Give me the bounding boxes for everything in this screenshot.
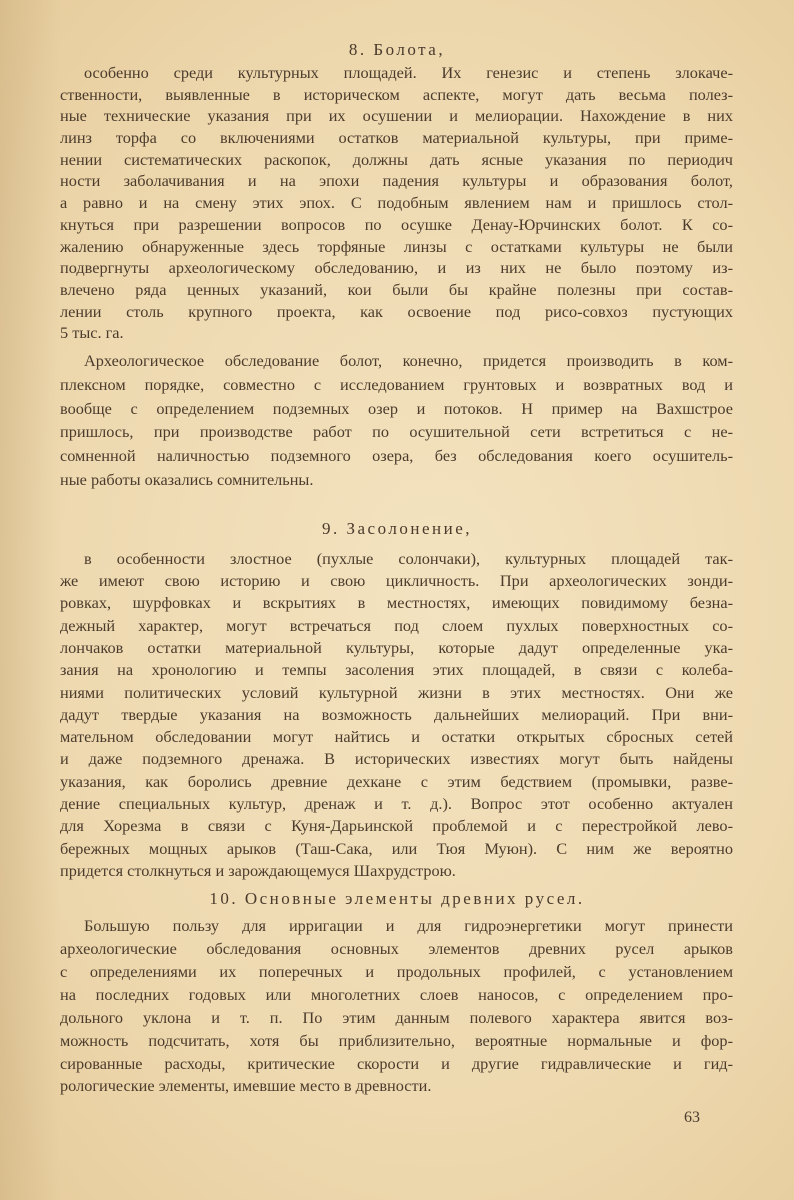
section-10-paragraph-1 [60, 915, 733, 1098]
text-line: сированные расходы, критические скорости и другие гидравлические и гид- [60, 1053, 733, 1073]
text-line: бережных мощных арыков (Таш-Сака, или Тюя Муюн). С ним же вероятно [60, 838, 733, 858]
page-body [0, 38, 794, 1098]
text-line: ные работы оказались сомнительны. [60, 469, 314, 489]
text-line: ровках, шурфовках и вскрытиях в местностях, имеющих повидимому безна- [60, 593, 733, 613]
text-line: вообще с определением подземных озер и потоков. Н пример на Вахшстрое [60, 398, 733, 418]
text-line: особенно среди культурных площадей. Их генезис и степень злокаче- [84, 63, 733, 82]
text-line: а равно и на смену этих эпох. С подобным явлением нам и пришлось стол- [60, 193, 733, 213]
text-line: Археологическое обследование болот, конечно, придется производить в ком- [84, 350, 733, 370]
section-9-paragraph-1 [60, 548, 733, 882]
text-line: сомненной наличностью подземного озера, без обследования коего осушитель- [60, 446, 733, 466]
text-line: Большую пользу для ирригации и для гидроэнергетики могут принести [84, 916, 733, 936]
text-line: лении столь крупного проекта, как освоение под рисо-совхоз пустующих [60, 301, 733, 321]
text-line: пришлось, при производстве работ по осушительной сети встретиться с не- [60, 422, 733, 442]
text-line: на последних годовых или многолетних слоев наносов, с определением про- [60, 984, 733, 1004]
text-line: с определениями их поперечных и продольных профилей, с установлением [60, 961, 733, 981]
section-heading-9: 9. Засолонение, [321, 518, 472, 538]
text-line: жалению обнаруженные здесь торфяные линзы с остатками культуры не были [60, 236, 733, 256]
text-line: ные технические указания при их осушении и мелиорации. Нахождение в них [60, 106, 733, 126]
text-line: придется столкнуться и зарождающемуся Шахрудстрою. [60, 860, 456, 880]
text-line: в особенности злостное (пухлые солончаки), культурных площадей так- [84, 548, 733, 568]
text-line: дадут твердые указания на возможность дальнейших мелиораций. При вни- [60, 704, 733, 724]
text-line: же имеют свою историю и свою цикличность. При археологических зонди- [60, 571, 733, 591]
text-line: лончаков остатки материальной культуры, которые дадут определенные ука- [60, 637, 733, 657]
text-line: археологические обследования основных элементов древних русел арыков [60, 939, 733, 959]
text-line: и даже подземного дренажа. В исторических известиях могут быть найдены [60, 749, 733, 769]
section-heading-10: 10. Основные элементы древних русел. [209, 889, 585, 909]
text-line: можность подсчитать, хотя бы приблизительно, вероятные нормальные и фор- [60, 1030, 733, 1050]
text-line: влечено ряда ценных указаний, кои были бы крайне полезны при состав- [60, 279, 733, 299]
text-line: ности заболачивания и на эпохи падения культуры и образования болот, [60, 171, 733, 191]
page-number: 63 [684, 1109, 700, 1126]
section-8-paragraph-1 [60, 62, 733, 344]
text-line: зания на хронологию и темпы засоления этих площадей, в связи с колеба- [60, 660, 733, 680]
text-line: указания, как боролись древние дехкане с этим бедствием (промывки, разве- [60, 771, 733, 791]
text-line: плексном порядке, совместно с исследованием грунтовых и возвратных вод и [60, 374, 733, 394]
text-line: подвергнуты археологическому обследованию, и из них не было поэтому из- [60, 258, 733, 278]
text-line: линз торфа со включениями остатков материальной культуры, при приме- [60, 128, 733, 148]
text-line: дение специальных культур, дренаж и т. д.). Вопрос этот особенно актуален [60, 793, 733, 813]
text-line: ственности, выявленные в историческом аспекте, могут дать весьма полез- [60, 84, 733, 104]
text-line: для Хорезма в связи с Куня-Дарьинской проблемой и с перестройкой лево- [60, 816, 733, 836]
text-line: рологические элементы, имевшие место в древности. [60, 1076, 432, 1096]
text-line: дежный характер, могут встречаться под слоем пухлых поверхностных со- [60, 615, 733, 635]
text-line: кнуться при разрешении вопросов по осушке Денау-Юрчинских болот. К со- [60, 214, 733, 234]
text-line: 5 тыс. га. [60, 323, 124, 343]
section-heading-8: 8. Болота, [348, 40, 446, 59]
text-line: дольного уклона и т. п. По этим данным полевого характера явится воз- [60, 1007, 733, 1027]
text-line: мательном обследовании могут найтись и остатки открытых сбросных сетей [60, 727, 733, 747]
section-8-paragraph-2 [60, 349, 733, 492]
text-line: нении систематических раскопок, должны дать ясные указания по периодич [60, 149, 733, 169]
text-line: ниями политических условий культурной жизни в этих местностях. Они же [60, 682, 733, 702]
